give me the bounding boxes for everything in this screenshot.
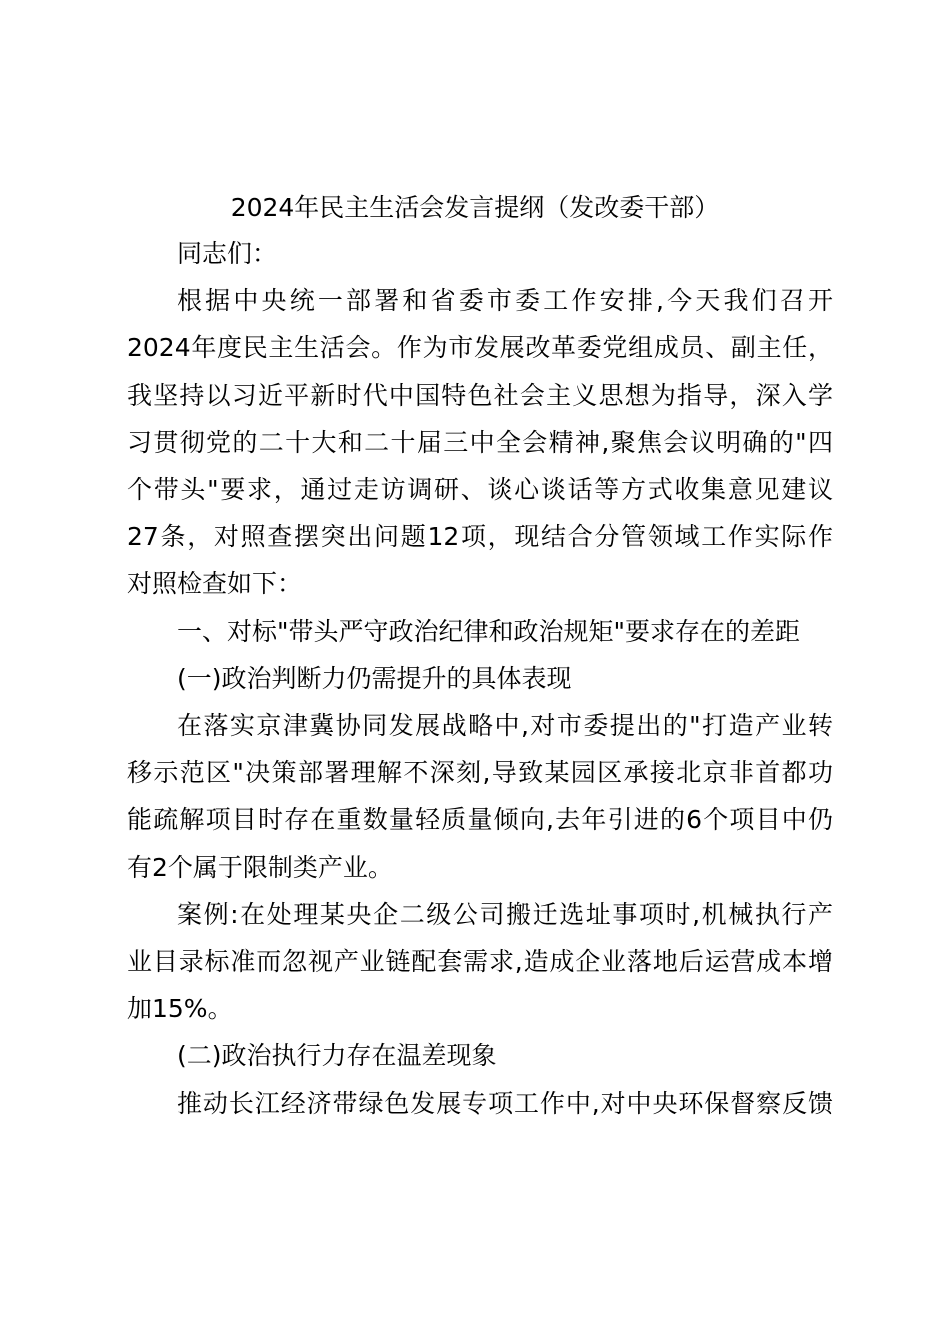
paragraph-line: 习贯彻党的二十大和二十届三中全会精神,聚焦会议明确的"四 (127, 427, 833, 457)
paragraph-case (127, 891, 833, 1033)
subsection-heading-1 (127, 655, 833, 702)
paragraph-line: 推动长江经济带绿色发展专项工作中,对中央环保督察反馈 (177, 1088, 833, 1118)
section-heading-1 (127, 608, 833, 655)
paragraph-strategy (127, 702, 833, 891)
document-body (127, 230, 833, 1127)
heading-line: (一)政治判断力仍需提升的具体表现 (177, 663, 572, 693)
subsection-heading-2 (127, 1032, 833, 1079)
paragraph-line: 有2个属于限制类产业。 (127, 852, 393, 882)
salutation: 同志们： (177, 239, 278, 268)
paragraph-line: 对照检查如下： (127, 569, 303, 599)
heading-line: (二)政治执行力存在温差现象 (177, 1041, 497, 1071)
paragraph-intro (127, 277, 833, 607)
paragraph-line: 加15%。 (127, 994, 233, 1024)
paragraph-line: 移示范区"决策部署理解不深刻,导致某园区承接北京非首都功 (127, 758, 833, 788)
paragraph-line: 我坚持以习近平新时代中国特色社会主义思想为指导，深入学 (127, 380, 833, 410)
document-title: 2024年民主生活会发言提纲（发改委干部） (230, 193, 720, 222)
paragraph-line: 能疏解项目时存在重数量轻质量倾向,去年引进的6个项目中仍 (127, 805, 833, 835)
paragraph-line: 个带头"要求，通过走访调研、谈心谈话等方式收集意见建议 (127, 475, 833, 505)
paragraph-line: 27条，对照查摆突出问题12项，现结合分管领域工作实际作 (127, 522, 833, 552)
paragraph-yangtze (127, 1080, 833, 1127)
paragraph-line: 根据中央统一部署和省委市委工作安排,今天我们召开 (177, 286, 833, 316)
paragraph-line: 业目录标准而忽视产业链配套需求,造成企业落地后运营成本增 (127, 947, 833, 977)
paragraph-line: 在落实京津冀协同发展战略中,对市委提出的"打造产业转 (177, 711, 833, 741)
paragraph-line: 2024年度民主生活会。作为市发展改革委党组成员、副主任， (127, 333, 833, 363)
paragraph-line: 案例:在处理某央企二级公司搬迁选址事项时,机械执行产 (177, 899, 833, 929)
heading-line: 一、对标"带头严守政治纪律和政治规矩"要求存在的差距 (177, 616, 801, 646)
